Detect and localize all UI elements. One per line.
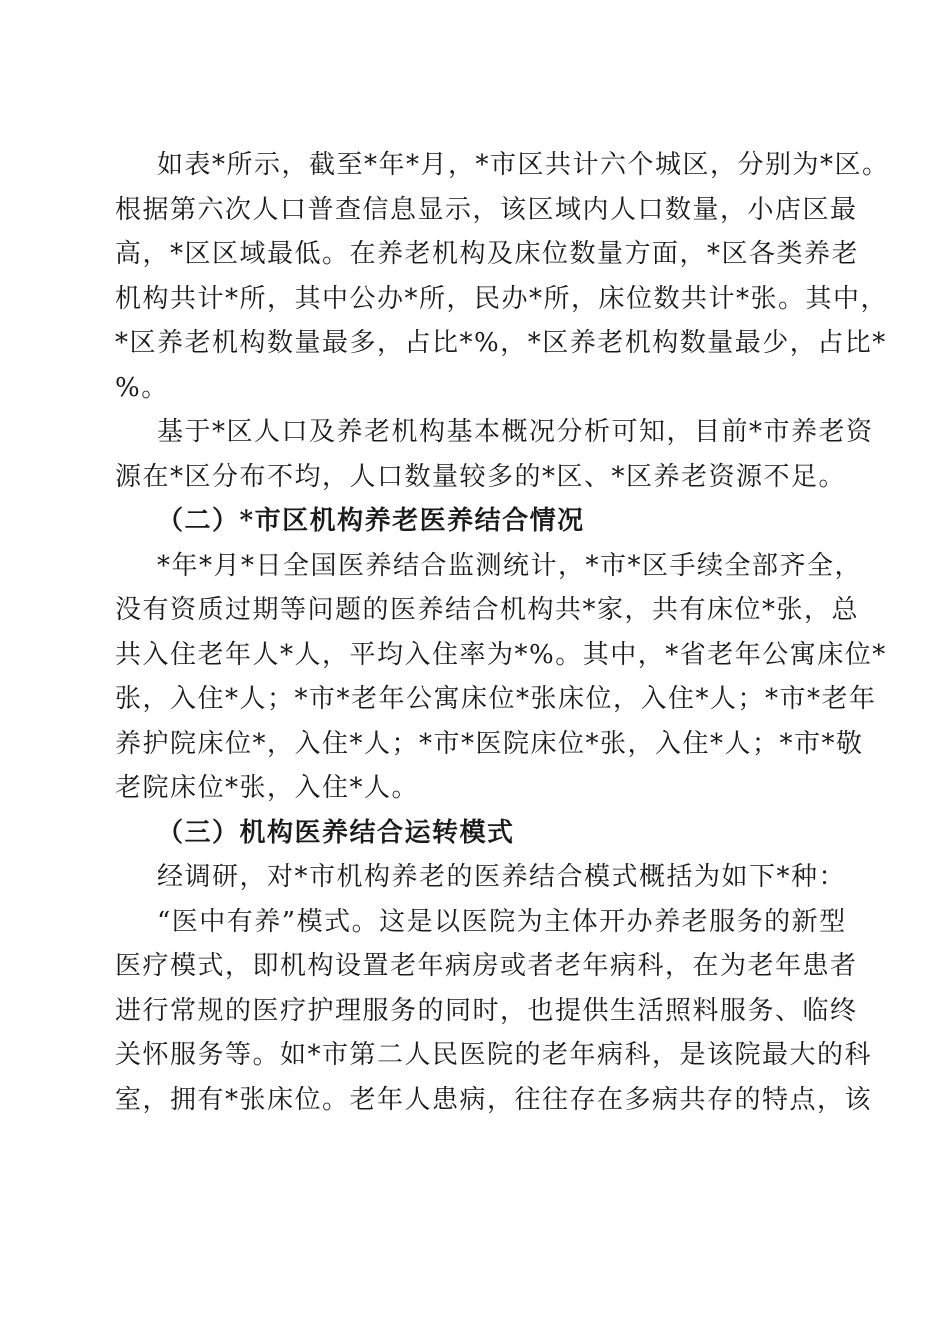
paragraph-3-line-2: 没有资质过期等问题的医养结合机构共*家，共有床位*张，总 bbox=[115, 595, 860, 625]
paragraph-3-line-5: 养护院床位*，入住*人；*市*医院床位*张，入住*人；*市*敬 bbox=[115, 728, 864, 759]
paragraph-4-line-1: 经调研，对*市机构养老的医养结合模式概括为如下*种： bbox=[157, 862, 847, 892]
paragraph-1-line-3: 高，*区区域最低。在养老机构及床位数量方面，*区各类养老 bbox=[115, 239, 860, 269]
paragraph-5-line-4: 关怀服务等。如*市第二人民医院的老年病科，是该院最大的科 bbox=[115, 1040, 873, 1070]
paragraph-3-line-3: 共入住老年人*人，平均入住率为*%。其中，*省老年公寓床位* bbox=[115, 639, 887, 670]
paragraph-5-line-5: 室，拥有*张床位。老年人患病，往往存在多病共存的特点，该 bbox=[115, 1084, 873, 1115]
paragraph-1-line-4: 机构共计*所，其中公办*所，民办*所，床位数共计*张。其中， bbox=[115, 283, 889, 314]
paragraph-1-line-2: 根据第六次人口普查信息显示，该区域内人口数量，小店区最 bbox=[115, 194, 858, 225]
paragraph-1-line-6: %。 bbox=[115, 372, 169, 403]
paragraph-1-line-5: *区养老机构数量最多，占比*%，*区养老机构数量最少，占比* bbox=[115, 328, 887, 358]
section-heading-3: （三）机构医养结合运转模式 bbox=[157, 817, 515, 848]
document-body bbox=[115, 143, 890, 1122]
paragraph-5-line-3: 进行常规的医疗护理服务的同时，也提供生活照料服务、临终 bbox=[115, 995, 858, 1026]
section-heading-2: （二）*市区机构养老医养结合情况 bbox=[157, 506, 585, 536]
paragraph-1-line-1: 如表*所示，截至*年*月，*市区共计六个城区，分别为*区。 bbox=[157, 150, 890, 180]
paragraph-3-line-1: *年*月*日全国医养结合监测统计，*市*区手续全部齐全， bbox=[157, 550, 863, 581]
paragraph-3-line-4: 张，入住*人；*市*老年公寓床位*张床位，入住*人；*市*老年 bbox=[115, 684, 877, 714]
paragraph-2-line-1: 基于*区人口及养老机构基本概况分析可知，目前*市养老资 bbox=[157, 417, 874, 447]
paragraph-5-line-1: “医中有养”模式。这是以医院为主体开办养老服务的新型 bbox=[157, 906, 847, 937]
paragraph-5-line-2: 医疗模式，即机构设置老年病房或者老年病科，在为老年患者 bbox=[115, 951, 858, 981]
paragraph-3-line-6: 老院床位*张，入住*人。 bbox=[115, 773, 420, 803]
paragraph-2-line-2: 源在*区分布不均，人口数量较多的*区、*区养老资源不足。 bbox=[115, 461, 847, 492]
